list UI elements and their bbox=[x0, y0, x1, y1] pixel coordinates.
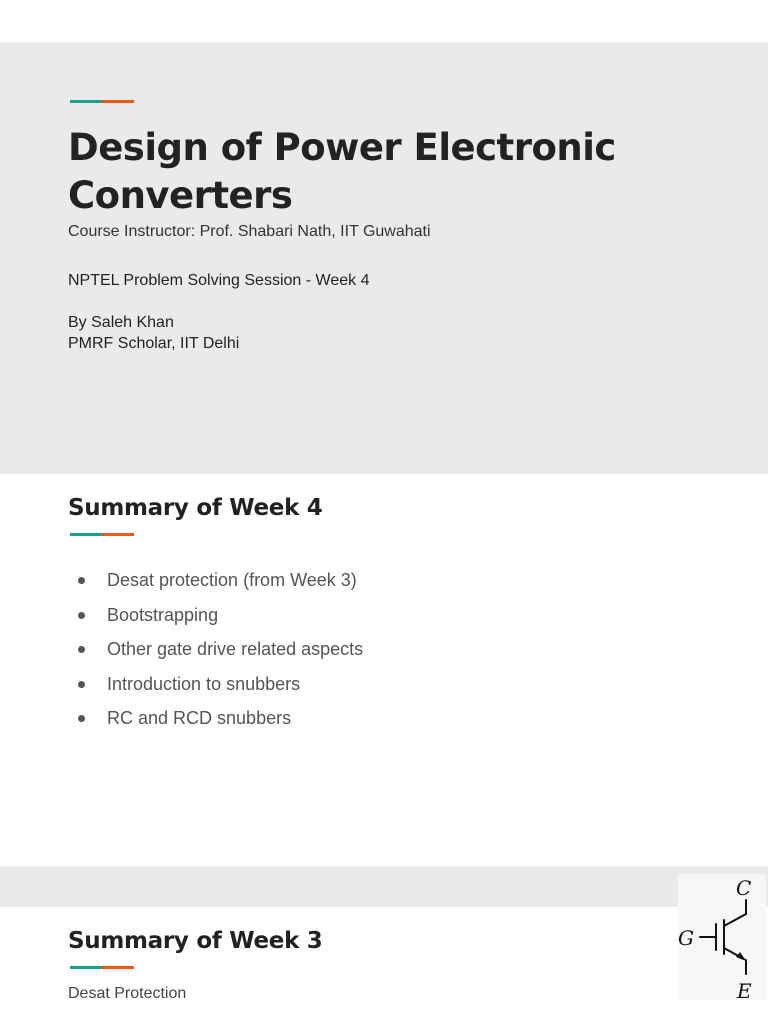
session-title: NPTEL Problem Solving Session - Week 4 bbox=[68, 272, 370, 289]
bullet-dot-icon bbox=[78, 715, 85, 722]
list-item: Desat protection (from Week 3) bbox=[76, 566, 363, 601]
course-instructor: Course Instructor: Prof. Shabari Nath, IIT Guwahati bbox=[68, 223, 431, 240]
igbt-symbol-icon bbox=[678, 874, 766, 1000]
bullet-dot-icon bbox=[78, 577, 85, 584]
week3-heading: Summary of Week 3 bbox=[68, 928, 323, 954]
bullet-dot-icon bbox=[78, 612, 85, 619]
author-name: By Saleh Khan bbox=[68, 314, 174, 331]
title-accent-rule bbox=[70, 100, 134, 103]
week4-accent-rule bbox=[70, 533, 134, 536]
week3-accent-rule bbox=[70, 966, 134, 969]
title-slide-background bbox=[0, 42, 768, 474]
collector-label: C bbox=[736, 876, 752, 900]
emitter-label: E bbox=[737, 979, 752, 1000]
bullet-dot-icon bbox=[78, 646, 85, 653]
list-item: Bootstrapping bbox=[76, 601, 363, 636]
week3-subheading: Desat Protection bbox=[68, 985, 187, 1002]
list-item: Other gate drive related aspects bbox=[76, 635, 363, 670]
list-item: Introduction to snubbers bbox=[76, 670, 363, 705]
week4-bullet-list bbox=[76, 566, 363, 739]
bullet-dot-icon bbox=[78, 681, 85, 688]
gate-label: G bbox=[678, 926, 694, 950]
author-affiliation: PMRF Scholar, IIT Delhi bbox=[68, 335, 240, 352]
list-item: RC and RCD snubbers bbox=[76, 704, 363, 739]
presentation-title: Design of Power Electronic Converters bbox=[68, 126, 616, 217]
author-block bbox=[68, 312, 239, 354]
week4-heading: Summary of Week 4 bbox=[68, 495, 323, 521]
week3-slide-top-band bbox=[0, 866, 768, 907]
